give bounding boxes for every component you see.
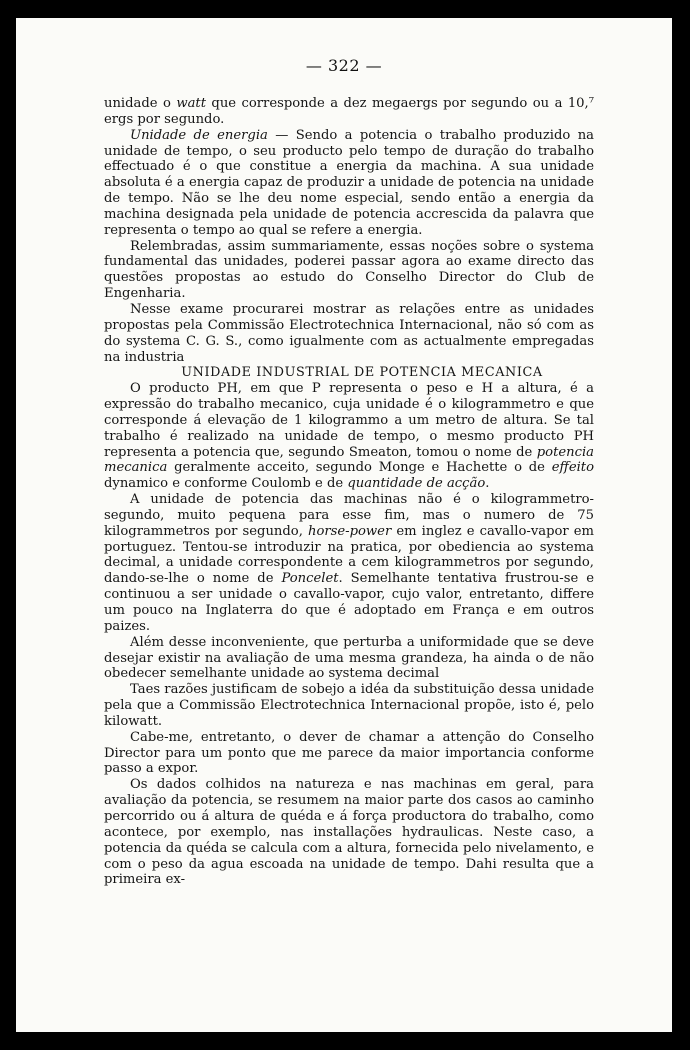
text-run: unidade o [104,96,177,111]
text-run: . Semelhante tentativa frustrou-se e continuou a ser unidade o cavallo-vapor, cujo valor, entretanto, differe um pouco na Inglaterra do que é adoptado em França e em outros paizes. [104,571,594,634]
text-run: — Sendo a potencia o trabalho produzido na unidade de tempo, o seu producto pelo tempo de duração do trabalho effectuado é o que constitue a energia da machina. A sua unidade absoluta é a energia capaz de produzir a unidade de potencia na unidade de tempo. Não se lhe deu nome especial, sendo então a energia da machina designada pela unidade de potencia accrescida da palavra que representa o tempo ao qual se refere a energia. [104,127,594,238]
text-run: geralmente acceito, segundo Monge e Hachette o de [167,460,552,476]
page-number: — 322 — [305,56,383,75]
document-page [16,18,672,1032]
text-run: dynamico e conforme Coulomb e de [104,476,348,492]
text-run: que corresponde a dez megaergs por segundo ou a 10,⁷ ergs por segundo. [104,96,594,127]
term-watt: watt [176,96,206,111]
paragraph-unidade-energia [104,128,594,239]
term-unidade-energia: Unidade de energia [130,127,268,143]
term-potencia-mecanica: potencia mecanica [104,444,594,476]
paragraph-watt-definition [104,96,594,128]
paragraph-alem-desse: Além desse inconveniente, que perturba a uniformidade que se deve desejar existir na avaliação de uma mesma grandeza, ha ainda o de não obedecer semelhante unidade ao systema decimal [104,634,594,682]
term-poncelet: Poncelet [281,571,339,587]
term-effeito: effeito [551,460,594,476]
paragraph-taes-razoes: Taes razões justificam de sobejo a idéa da substituição dessa unidade pela que a Commissão Electrotechnica Internacional propõe, isto é, pelo kilowatt. [104,682,594,729]
paragraph-relembradas: Relembradas, assim summariamente, essas noções sobre o systema fundamental das unidades, poderei passar agora ao exame directo das questões propostas ao estudo do Conselho Director do Club de Engenharia. [104,238,594,302]
paragraph-producto-ph [104,381,594,492]
paragraph-cabe-me: Cabe-me, entretanto, o dever de chamar a attenção do Conselho Director para um ponto que me parece da maior importancia conforme passo a expor. [104,729,594,777]
paragraph-unidade-potencia [104,492,594,635]
term-quantidade-de-accao: quantidade de acção [347,476,486,492]
text-run: A unidade de potencia das machinas não é o kilogrammetro-segundo, muito pequena para esse fim, mas o numero de 75 kilogrammetros por segundo, [104,492,594,539]
paragraph-nesse-exame: Nesse exame procurarei mostrar as relações entre as unidades propostas pela Commissão Electrotechnica Internacional, não só com as do systema C. G. S., como igualmente com as actualmente empregadas na industria [104,301,594,365]
paragraph-os-dados: Os dados colhidos na natureza e nas machinas em geral, para avaliação da potencia, se resumem na maior parte dos casos ao caminho percorrido ou á altura de quéda e á força productora do trabalho, como acontece, por exemplo, nas installações hydraulicas. Neste caso, a potencia da quéda se calcula com a altura, fornecida pelo nivelamento, e com o peso da agua escoada na unidade de tempo. Dahi resulta que a primeira ex- [104,777,594,888]
text-run: . [485,476,490,492]
page-text [104,96,594,888]
term-horse-power: horse-power [307,523,392,539]
text-run: em inglez e cavallo-vapor em portuguez. Tentou-se introduzir na pratica, por obediencia ao systema decimal, a unidade correspondente a cem kilogrammetros por segundo, dando-se-lhe o nome de [104,523,595,587]
text-run: O producto PH, em que P representa o peso e H a altura, é a expressão do trabalho mecanico, cuja unidade é o kilogrammetro e que corresponde á elevação de 1 kilogrammo a um metro de altura. Se tal trabalho é realizado na unidade de tempo, o mesmo producto PH representa a potencia que, segundo Smeaton, tomou o nome de [104,381,594,460]
section-heading: UNIDADE INDUSTRIAL DE POTENCIA MECANICA [181,365,543,381]
